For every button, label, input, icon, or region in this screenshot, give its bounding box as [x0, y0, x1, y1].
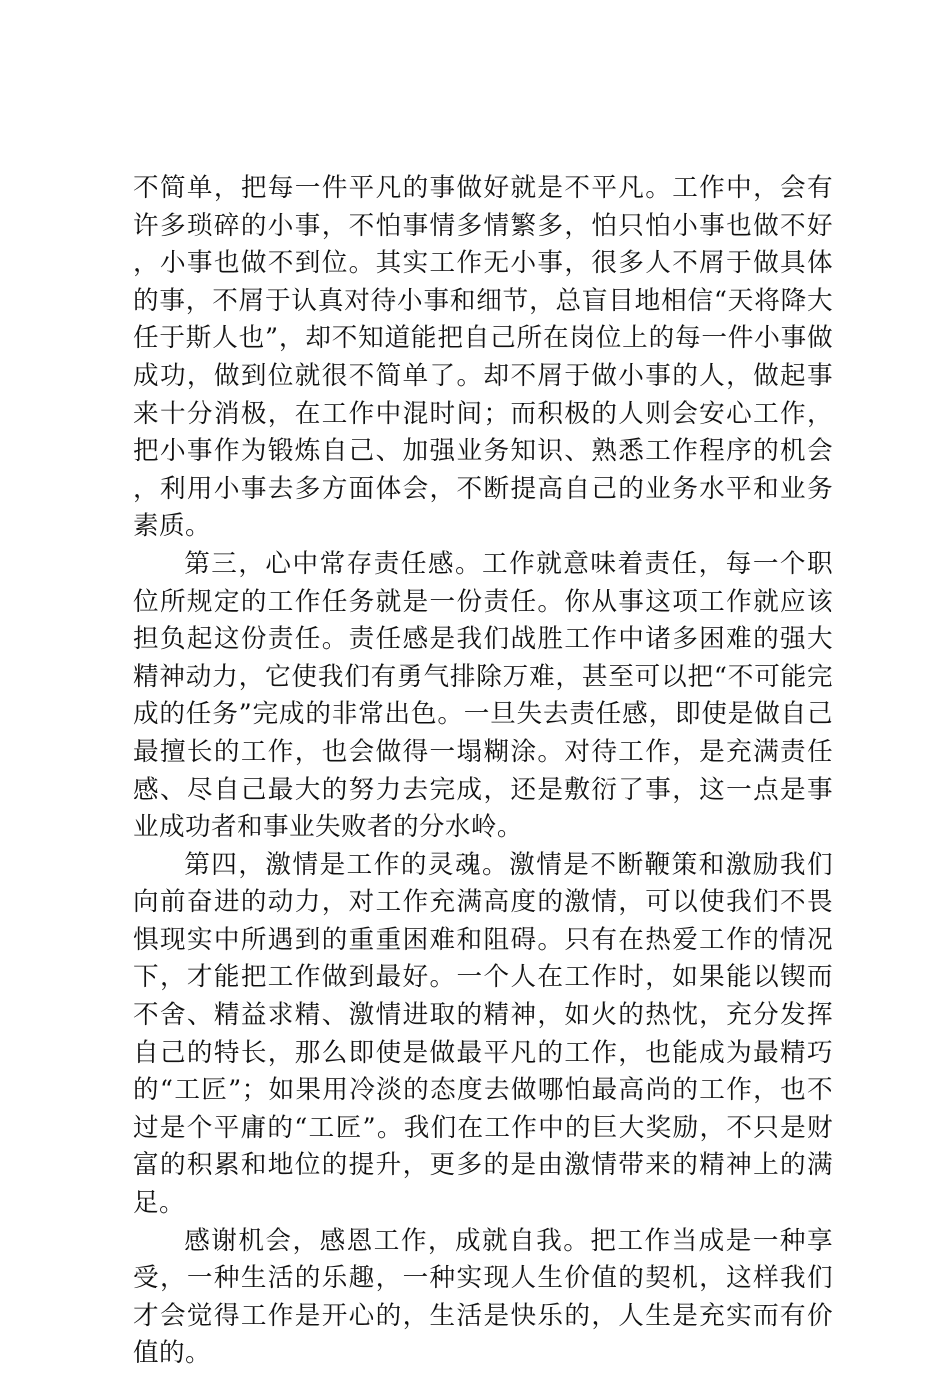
- document-body: [133, 170, 833, 1373]
- paragraph-continuation: 不简单，把每一件平凡的事做好就是不平凡。工作中，会有许多琐碎的小事，不怕事情多情繁多，怕只怕小事也做不好，小事也做不到位。其实工作无小事，很多人不屑于做具体的事，不屑于认真对待小事和细节，总盲目地相信“天将降大任于斯人也”，却不知道能把自己所在岗位上的每一件小事做成功，做到位就很不简单了。却不屑于做小事的人，做起事来十分消极，在工作中混时间；而积极的人则会安心工作，把小事作为锻炼自己、加强业务知识、熟悉工作程序的机会，利用小事去多方面体会，不断提高自己的业务水平和业务素质。: [133, 173, 833, 542]
- paragraph-passion: 第四，激情是工作的灵魂。激情是不断鞭策和激励我们向前奋进的动力，对工作充满高度的激情，可以使我们不畏惧现实中所遇到的重重困难和阻碍。只有在热爱工作的情况下，才能把工作做到最好。一个人在工作时，如果能以锲而不舍、精益求精、激情进取的精神，如火的热忱，充分发挥自己的特长，那么即使是做最平凡的工作，也能成为最精巧的“工匠”；如果用冷淡的态度去做哪怕最高尚的工作，也不过是个平庸的“工匠”。我们在工作中的巨大奖励，不只是财富的积累和地位的提升，更多的是由激情带来的精神上的满足。: [133, 849, 833, 1219]
- paragraph-responsibility: 第三，心中常存责任感。工作就意味着责任，每一个职位所规定的工作任务就是一份责任。你从事这项工作就应该担负起这份责任。责任感是我们战胜工作中诸多困难的强大精神动力，它使我们有勇气排除万难，甚至可以把“不可能完成的任务”完成的非常出色。一旦失去责任感，即使是做自己最擅长的工作，也会做得一塌糊涂。对待工作，是充满责任感、尽自己最大的努力去完成，还是敷衍了事，这一点是事业成功者和事业失败者的分水岭。: [133, 548, 833, 843]
- paragraph-gratitude: 感谢机会，感恩工作，成就自我。把工作当成是一种享受，一种生活的乐趣，一种实现人生价值的契机，这样我们才会觉得工作是开心的，生活是快乐的，人生是充实而有价值的。: [133, 1225, 833, 1369]
